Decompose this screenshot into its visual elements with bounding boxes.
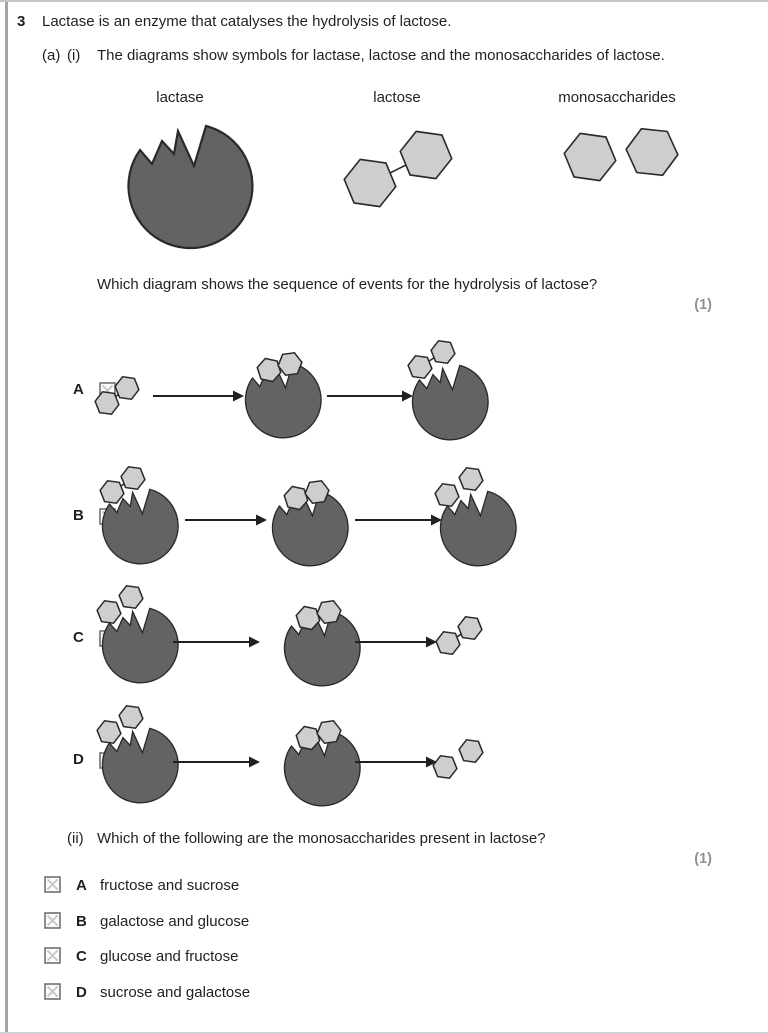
enzyme-substrate-complex — [284, 720, 360, 806]
part-ii-option-a-checkbox[interactable] — [44, 876, 61, 893]
option-a-checkbox[interactable] — [44, 382, 61, 399]
part-ii-option-d-letter: D — [76, 984, 87, 1001]
option-b-checkbox[interactable] — [44, 508, 61, 525]
part-ii-label: (ii) — [67, 830, 84, 847]
part-ii-option-d — [44, 983, 544, 1003]
arrow-icon — [327, 391, 413, 402]
label-lactase: lactase — [156, 89, 204, 106]
option-row-b — [40, 460, 750, 578]
option-c-checkbox[interactable] — [44, 630, 61, 647]
option-a-letter: A — [73, 381, 84, 398]
option-row-a — [40, 340, 750, 452]
part-ii-option-c-text: glucose and fructose — [100, 948, 239, 965]
label-monosaccharides: monosaccharides — [558, 89, 676, 106]
part-ii-option-d-checkbox[interactable] — [44, 983, 61, 1000]
part-ii-option-d-text: sucrose and galactose — [100, 984, 251, 1001]
enzyme-with-separate-products-leaving — [434, 467, 516, 566]
option-row-d — [40, 707, 750, 825]
part-ii-option-b — [44, 912, 544, 932]
question-number: 3 — [17, 13, 26, 30]
part-ii-option-c — [44, 947, 544, 967]
option-d-checkbox[interactable] — [44, 752, 61, 769]
part-i-label: (i) — [67, 47, 81, 64]
part-ii-option-c-checkbox[interactable] — [44, 947, 61, 964]
part-i-prompt: Which diagram shows the sequence of events for the hydrolysis of lactose? — [97, 276, 598, 293]
part-i-marks: (1) — [694, 297, 712, 313]
symbols-diagram — [0, 105, 768, 265]
part-ii-option-b-letter: B — [76, 913, 87, 930]
monosaccharides-symbol — [561, 127, 680, 182]
option-a-diagram — [95, 340, 655, 452]
option-c-letter: C — [73, 629, 84, 646]
part-ii-option-b-text: galactose and glucose — [100, 913, 250, 930]
label-lactose: lactose — [373, 89, 421, 106]
arrow-icon — [355, 637, 437, 648]
arrow-icon — [185, 515, 267, 526]
enzyme-with-lactose-approaching — [99, 466, 178, 564]
enzyme-substrate-complex — [245, 352, 321, 438]
part-ii-option-a — [44, 876, 544, 896]
separate-monosaccharide-products — [432, 739, 485, 779]
lactose-symbol — [341, 130, 455, 209]
part-i-intro: The diagrams show symbols for lactase, lactose and the monosaccharides of lactose. — [97, 47, 665, 64]
lactose-molecule — [94, 376, 141, 415]
option-d-diagram — [95, 707, 655, 825]
option-c-diagram — [95, 585, 655, 703]
enzyme-substrate-complex — [272, 480, 348, 566]
part-ii-option-a-letter: A — [76, 877, 87, 894]
part-ii-option-b-checkbox[interactable] — [44, 912, 61, 929]
arrow-icon — [173, 757, 260, 768]
joined-lactose-product — [435, 616, 484, 655]
question-stem: Lactase is an enzyme that catalyses the hydrolysis of lactose. — [42, 13, 452, 30]
lactase-enzyme-symbol — [128, 126, 252, 248]
part-ii-option-c-letter: C — [76, 948, 87, 965]
part-ii-option-a-text: fructose and sucrose — [100, 877, 240, 894]
part-ii-prompt: Which of the following are the monosaccharides present in lactose? — [97, 830, 546, 847]
page-top-rule — [0, 0, 768, 2]
enzyme-with-separate-sugars-approaching — [96, 705, 178, 803]
part-a-label: (a) — [42, 47, 61, 64]
arrow-icon — [173, 637, 260, 648]
arrow-icon — [355, 757, 437, 768]
option-d-letter: D — [73, 751, 84, 768]
enzyme-substrate-complex — [284, 600, 360, 686]
enzyme-with-joined-lactose-leaving — [407, 340, 488, 440]
enzyme-with-separate-sugars-approaching — [96, 585, 178, 683]
arrow-icon — [355, 515, 442, 526]
option-row-c — [40, 585, 750, 703]
option-b-diagram — [95, 460, 655, 578]
part-ii-marks: (1) — [694, 851, 712, 867]
arrow-icon — [153, 391, 244, 402]
option-b-letter: B — [73, 507, 84, 524]
